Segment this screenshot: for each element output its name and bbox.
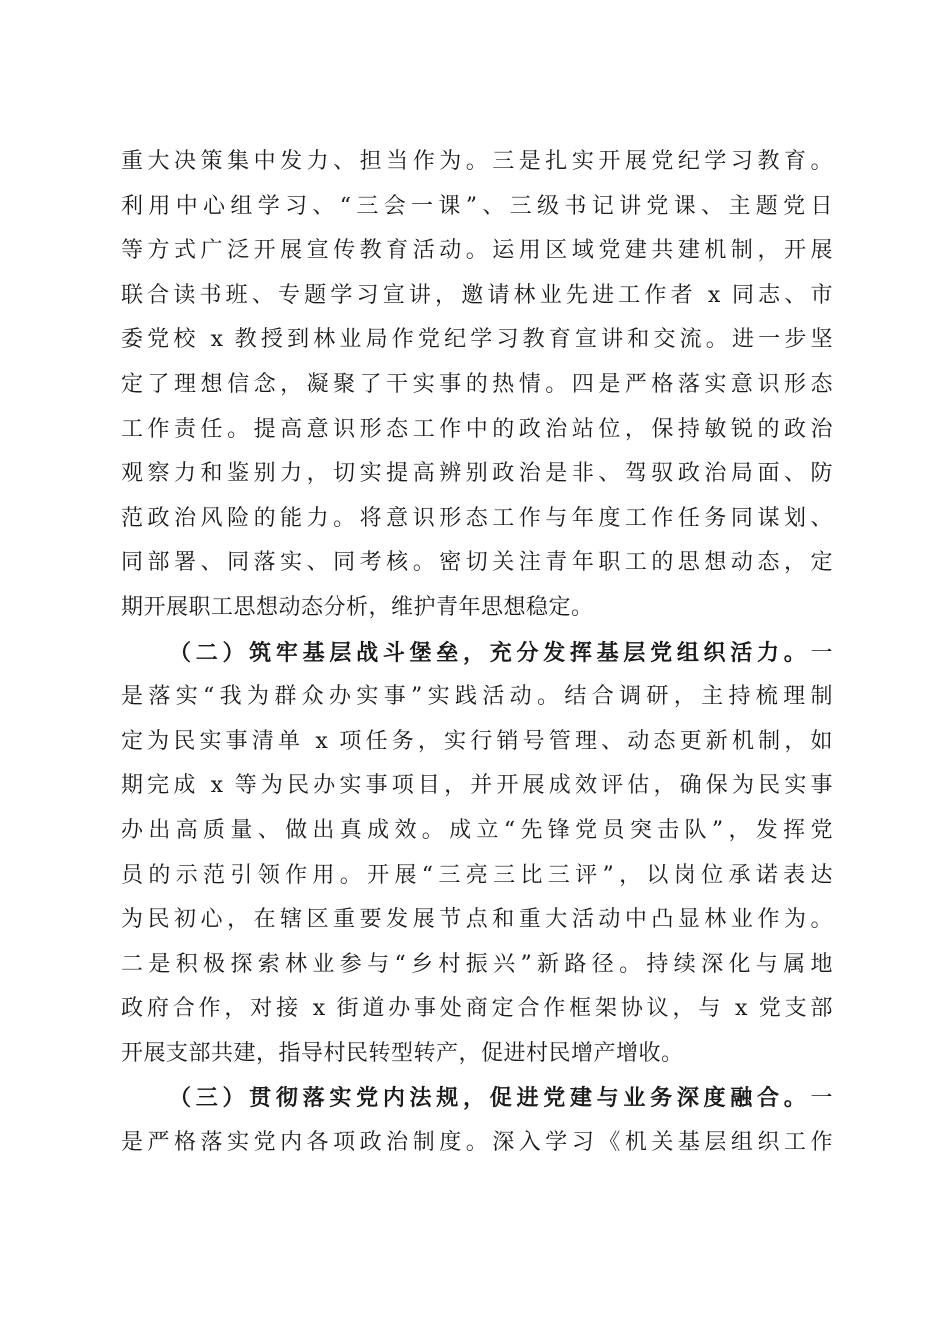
heading-line-rest: 一: [810, 640, 833, 666]
text-line: 委党校 x 教授到林业局作党纪学习教育宣讲和交流。进一步坚: [121, 327, 833, 353]
text-line: 是严格落实党内各项政治制度。深入学习《机关基层组织工作: [121, 1130, 833, 1156]
text-line: 等方式广泛开展宣传教育活动。运用区域党建共建机制，开展: [121, 238, 833, 264]
text-line: 重大决策集中发力、担当作为。三是扎实开展党纪学习教育。: [121, 149, 833, 174]
section-heading: （二）筑牢基层战斗堡垒，充分发挥基层党组织活力。: [169, 639, 811, 666]
text-line: 工作责任。提高意识形态工作中的政治站位，保持敏锐的政治: [121, 416, 833, 442]
text-line: 期完成 x 等为民办实事项目，并开展成效评估，确保为民实事: [121, 773, 833, 799]
text-line: 为民初心，在辖区重要发展节点和重大活动中凸显林业作为。: [121, 907, 833, 933]
document-body: [121, 140, 833, 1166]
paragraph-heading-line: [121, 1076, 833, 1121]
paragraph-heading-line: [121, 631, 833, 676]
text-line: 是落实“我为群众办实事”实践活动。结合调研，主持梳理制: [121, 684, 833, 710]
text-line: 定为民实事清单 x 项任务，实行销号管理、动态更新机制，如: [121, 728, 833, 754]
text-line: 利用中心组学习、“三会一课”、三级书记讲党课、主题党日: [121, 193, 833, 219]
text-line: 范政治风险的能力。将意识形态工作与年度工作任务同谋划、: [121, 505, 833, 531]
text-line: 员的示范引领作用。开展“三亮三比三评”，以岗位承诺表达: [121, 862, 833, 888]
text-line: 联合读书班、专题学习宣讲，邀请林业先进工作者 x 同志、市: [121, 282, 833, 308]
heading-line-rest: 一: [810, 1086, 833, 1112]
text-line: 开展支部共建，指导村民转型转产，促进村民增产增收。: [121, 1040, 684, 1066]
text-line: 定了理想信念，凝聚了干实事的热情。四是严格落实意识形态: [121, 371, 833, 397]
text-line: 期开展职工思想动态分析，维护青年思想稳定。: [121, 594, 594, 620]
text-line: 同部署、同落实、同考核。密切关注青年职工的思想动态，定: [121, 550, 833, 576]
text-line: 政府合作，对接 x 街道办事处商定合作框架协议，与 x 党支部: [121, 996, 833, 1022]
text-line: 观察力和鉴别力，切实提高辨别政治是非、驾驭政治局面、防: [121, 461, 833, 487]
text-line: 二是积极探索林业参与“乡村振兴”新路径。持续深化与属地: [121, 951, 833, 977]
section-heading: （三）贯彻落实党内法规，促进党建与业务深度融合。: [169, 1085, 811, 1112]
text-line: 办出高质量、做出真成效。成立“先锋党员突击队”，发挥党: [121, 817, 833, 843]
